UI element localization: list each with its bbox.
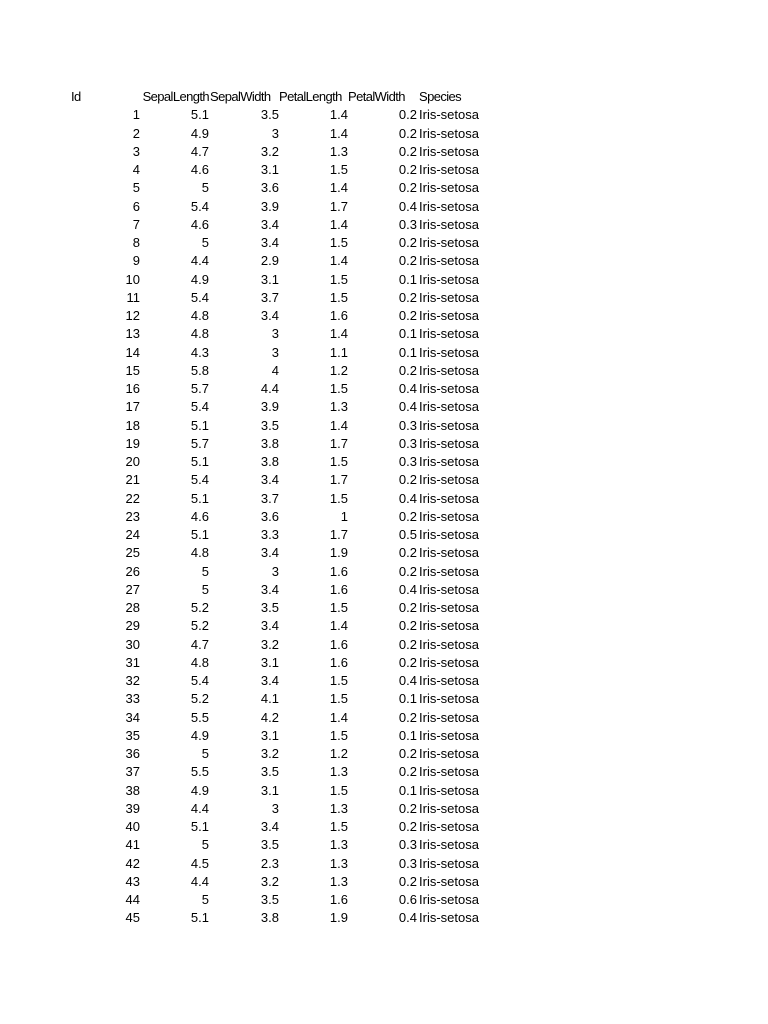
cell-sepal-width: 3.4: [260, 472, 279, 488]
cell-petal-length: 1.6: [329, 654, 348, 670]
cell-petal-length: 1.2: [329, 746, 348, 761]
cell-sepal-length: 4.8: [190, 545, 209, 561]
cell-sepal-length: 4.8: [190, 326, 209, 342]
cell-sepal-length: 5: [201, 837, 209, 853]
cell-id: 28: [125, 600, 140, 615]
cell-petal-length: 1.7: [329, 472, 348, 488]
cell-sepal-length: 4.7: [190, 143, 209, 159]
cell-sepal-length: 5.5: [190, 764, 209, 780]
cell-petal-length: 1.5: [329, 490, 348, 506]
cell-sepal-width: 3.2: [260, 636, 279, 652]
cell-petal-length: 1.3: [329, 399, 348, 415]
cell-sepal-width: 3: [271, 563, 279, 579]
cell-sepal-length: 5.7: [190, 435, 209, 451]
cell-petal-length: 1.7: [329, 435, 348, 451]
cell-species: Iris-setosa: [419, 837, 479, 853]
cell-species: Iris-setosa: [419, 892, 479, 907]
cell-petal-width: 0.4: [398, 673, 417, 688]
cell-sepal-width: 3.2: [260, 746, 279, 761]
cell-petal-width: 0.2: [398, 873, 417, 889]
cell-petal-width: 0.2: [398, 125, 417, 141]
cell-sepal-width: 3.5: [260, 892, 279, 907]
cell-petal-length: 1.7: [329, 527, 348, 542]
cell-species: Iris-setosa: [419, 800, 479, 816]
cell-petal-width: 0.2: [398, 235, 417, 250]
cell-petal-length: 1.3: [329, 873, 348, 889]
cell-sepal-length: 4.9: [190, 727, 209, 743]
cell-petal-length: 1.3: [329, 764, 348, 780]
cell-sepal-width: 3.8: [260, 910, 279, 926]
cell-sepal-width: 3.7: [260, 289, 279, 305]
cell-petal-width: 0.2: [398, 508, 417, 524]
cell-species: Iris-setosa: [419, 399, 479, 415]
cell-species: Iris-setosa: [419, 545, 479, 561]
cell-id: 23: [125, 508, 140, 524]
cell-petal-width: 0.2: [398, 819, 417, 834]
cell-petal-width: 0.6: [398, 892, 417, 907]
cell-sepal-width: 3.5: [260, 764, 279, 780]
cell-petal-length: 1.7: [329, 198, 348, 214]
cell-petal-length: 1.4: [329, 216, 348, 232]
cell-petal-length: 1.5: [329, 691, 348, 707]
cell-petal-length: 1.5: [329, 600, 348, 615]
cell-sepal-length: 5.4: [190, 399, 209, 415]
cell-petal-length: 1.1: [329, 344, 348, 360]
cell-sepal-length: 5.8: [190, 362, 209, 378]
cell-species: Iris-setosa: [419, 235, 479, 250]
cell-sepal-width: 4.2: [260, 709, 279, 725]
cell-species: Iris-setosa: [419, 454, 479, 469]
cell-petal-width: 0.1: [398, 782, 417, 798]
cell-sepal-width: 3.6: [260, 508, 279, 524]
header-id: Id: [71, 89, 81, 104]
cell-sepal-length: 4.7: [190, 636, 209, 652]
cell-sepal-width: 2.9: [260, 253, 279, 269]
cell-petal-width: 0.1: [398, 344, 417, 360]
cell-id: 39: [125, 800, 140, 816]
cell-id: 22: [125, 490, 140, 506]
cell-petal-width: 0.1: [398, 326, 417, 342]
cell-species: Iris-setosa: [419, 490, 479, 506]
cell-id: 20: [125, 454, 140, 469]
cell-petal-width: 0.2: [398, 709, 417, 725]
cell-petal-length: 1.5: [329, 381, 348, 396]
cell-sepal-length: 4.8: [190, 654, 209, 670]
cell-id: 38: [125, 782, 140, 798]
cell-petal-width: 0.4: [398, 581, 417, 597]
cell-petal-width: 0.1: [398, 727, 417, 743]
cell-species: Iris-setosa: [419, 764, 479, 780]
cell-sepal-width: 3.1: [260, 727, 279, 743]
cell-species: Iris-setosa: [419, 216, 479, 232]
cell-sepal-length: 5.2: [190, 600, 209, 615]
cell-sepal-width: 3.7: [260, 490, 279, 506]
cell-petal-length: 1.5: [329, 271, 348, 287]
cell-species: Iris-setosa: [419, 107, 479, 123]
cell-petal-length: 1.3: [329, 800, 348, 816]
cell-petal-width: 0.4: [398, 490, 417, 506]
header-sepal-length: SepalLength: [142, 89, 209, 104]
cell-sepal-width: 3.5: [260, 417, 279, 433]
cell-sepal-length: 4.6: [190, 508, 209, 524]
cell-petal-length: 1.4: [329, 107, 348, 123]
cell-petal-length: 1.4: [329, 125, 348, 141]
cell-sepal-length: 5.1: [190, 490, 209, 506]
cell-petal-length: 1.5: [329, 454, 348, 469]
cell-species: Iris-setosa: [419, 508, 479, 524]
cell-id: 5: [132, 180, 140, 196]
cell-sepal-width: 4.1: [260, 691, 279, 707]
cell-id: 33: [125, 691, 140, 707]
cell-petal-length: 1.5: [329, 727, 348, 743]
cell-sepal-width: 3.5: [260, 107, 279, 123]
cell-species: Iris-setosa: [419, 180, 479, 196]
cell-sepal-length: 5.2: [190, 691, 209, 707]
cell-petal-length: 1.3: [329, 143, 348, 159]
cell-id: 19: [125, 435, 140, 451]
cell-petal-length: 1.6: [329, 636, 348, 652]
cell-sepal-length: 5.1: [190, 910, 209, 926]
cell-species: Iris-setosa: [419, 472, 479, 488]
cell-sepal-width: 3.9: [260, 399, 279, 415]
cell-petal-width: 0.2: [398, 162, 417, 177]
cell-sepal-length: 5.4: [190, 673, 209, 688]
cell-species: Iris-setosa: [419, 198, 479, 214]
cell-id: 16: [125, 381, 140, 396]
cell-petal-length: 1.4: [329, 618, 348, 634]
cell-sepal-length: 4.6: [190, 216, 209, 232]
cell-petal-length: 1.4: [329, 709, 348, 725]
cell-sepal-width: 3.8: [260, 435, 279, 451]
cell-id: 21: [125, 472, 140, 488]
cell-sepal-width: 3: [271, 344, 279, 360]
cell-id: 34: [125, 709, 140, 725]
cell-sepal-length: 5.1: [190, 819, 209, 834]
cell-petal-width: 0.2: [398, 618, 417, 634]
cell-species: Iris-setosa: [419, 654, 479, 670]
cell-sepal-length: 5.5: [190, 709, 209, 725]
cell-petal-length: 1.5: [329, 289, 348, 305]
cell-sepal-width: 3.1: [260, 782, 279, 798]
cell-sepal-width: 3.5: [260, 837, 279, 853]
cell-species: Iris-setosa: [419, 381, 479, 396]
cell-petal-length: 1.5: [329, 235, 348, 250]
cell-species: Iris-setosa: [419, 271, 479, 287]
cell-petal-length: 1.2: [329, 362, 348, 378]
cell-petal-length: 1: [340, 508, 348, 524]
cell-sepal-width: 3.4: [260, 819, 279, 834]
cell-sepal-length: 5.1: [190, 417, 209, 433]
cell-sepal-length: 4.9: [190, 271, 209, 287]
cell-sepal-width: 3: [271, 326, 279, 342]
cell-sepal-length: 4.8: [190, 308, 209, 323]
cell-sepal-width: 2.3: [260, 855, 279, 871]
cell-petal-width: 0.2: [398, 180, 417, 196]
cell-species: Iris-setosa: [419, 618, 479, 634]
cell-petal-width: 0.1: [398, 271, 417, 287]
cell-petal-width: 0.2: [398, 143, 417, 159]
cell-sepal-width: 3.4: [260, 235, 279, 250]
cell-sepal-length: 5: [201, 892, 209, 907]
cell-petal-length: 1.5: [329, 673, 348, 688]
header-petal-width: PetalWidth: [348, 89, 405, 104]
cell-sepal-length: 4.3: [190, 344, 209, 360]
cell-id: 11: [126, 289, 140, 305]
cell-petal-width: 0.4: [398, 381, 417, 396]
cell-sepal-length: 4.5: [190, 855, 209, 871]
cell-petal-length: 1.4: [329, 417, 348, 433]
cell-petal-width: 0.2: [398, 746, 417, 761]
cell-sepal-width: 3.1: [260, 162, 279, 177]
cell-petal-length: 1.5: [329, 782, 348, 798]
cell-species: Iris-setosa: [419, 289, 479, 305]
cell-sepal-length: 5: [201, 581, 209, 597]
cell-petal-length: 1.5: [329, 819, 348, 834]
cell-sepal-length: 4.9: [190, 125, 209, 141]
cell-petal-length: 1.3: [329, 855, 348, 871]
cell-petal-width: 0.3: [398, 837, 417, 853]
cell-id: 17: [125, 399, 140, 415]
cell-species: Iris-setosa: [419, 855, 479, 871]
cell-id: 43: [125, 873, 140, 889]
cell-petal-length: 1.4: [329, 326, 348, 342]
cell-species: Iris-setosa: [419, 143, 479, 159]
cell-petal-width: 0.3: [398, 855, 417, 871]
cell-id: 41: [125, 837, 140, 853]
cell-id: 24: [125, 527, 140, 542]
cell-id: 44: [125, 892, 140, 907]
cell-id: 27: [125, 581, 140, 597]
cell-id: 9: [132, 253, 140, 269]
cell-species: Iris-setosa: [419, 600, 479, 615]
cell-sepal-length: 5: [201, 180, 209, 196]
cell-sepal-width: 3.3: [260, 527, 279, 542]
cell-sepal-width: 3.9: [260, 198, 279, 214]
cell-sepal-length: 5.1: [190, 454, 209, 469]
cell-species: Iris-setosa: [419, 362, 479, 378]
cell-petal-length: 1.4: [329, 253, 348, 269]
cell-id: 15: [125, 362, 140, 378]
cell-sepal-length: 4.6: [190, 162, 209, 177]
cell-sepal-width: 3.6: [260, 180, 279, 196]
cell-species: Iris-setosa: [419, 308, 479, 323]
cell-sepal-width: 3.5: [260, 600, 279, 615]
cell-species: Iris-setosa: [419, 819, 479, 834]
cell-sepal-length: 5.7: [190, 381, 209, 396]
cell-species: Iris-setosa: [419, 162, 479, 177]
cell-id: 26: [125, 563, 140, 579]
cell-id: 40: [125, 819, 140, 834]
cell-sepal-length: 4.4: [190, 800, 209, 816]
cell-petal-width: 0.5: [398, 527, 417, 542]
cell-id: 32: [125, 673, 140, 688]
cell-species: Iris-setosa: [419, 746, 479, 761]
cell-species: Iris-setosa: [419, 253, 479, 269]
cell-petal-width: 0.4: [398, 910, 417, 926]
cell-species: Iris-setosa: [419, 709, 479, 725]
cell-petal-width: 0.2: [398, 545, 417, 561]
cell-sepal-length: 5: [201, 563, 209, 579]
cell-petal-length: 1.9: [329, 910, 348, 926]
cell-sepal-length: 4.9: [190, 782, 209, 798]
cell-species: Iris-setosa: [419, 527, 479, 542]
cell-petal-width: 0.2: [398, 764, 417, 780]
cell-sepal-length: 5.1: [190, 527, 209, 542]
cell-species: Iris-setosa: [419, 673, 479, 688]
cell-species: Iris-setosa: [419, 435, 479, 451]
cell-id: 2: [132, 125, 140, 141]
cell-sepal-width: 3: [271, 125, 279, 141]
cell-sepal-length: 5.4: [190, 472, 209, 488]
cell-species: Iris-setosa: [419, 125, 479, 141]
cell-sepal-width: 3.4: [260, 545, 279, 561]
cell-petal-width: 0.2: [398, 563, 417, 579]
cell-id: 42: [125, 855, 140, 871]
cell-petal-width: 0.2: [398, 654, 417, 670]
cell-petal-length: 1.6: [329, 563, 348, 579]
cell-petal-width: 0.3: [398, 216, 417, 232]
cell-petal-width: 0.4: [398, 198, 417, 214]
cell-sepal-width: 3.1: [260, 271, 279, 287]
cell-sepal-width: 3.2: [260, 143, 279, 159]
cell-sepal-length: 5.4: [190, 289, 209, 305]
cell-species: Iris-setosa: [419, 691, 479, 707]
cell-petal-length: 1.9: [329, 545, 348, 561]
cell-id: 45: [125, 910, 140, 926]
cell-sepal-length: 5.1: [190, 107, 209, 123]
cell-petal-length: 1.5: [329, 162, 348, 177]
cell-sepal-length: 4.4: [190, 253, 209, 269]
cell-id: 35: [125, 727, 140, 743]
cell-sepal-width: 3: [271, 800, 279, 816]
cell-species: Iris-setosa: [419, 727, 479, 743]
cell-sepal-length: 5.2: [190, 618, 209, 634]
cell-petal-length: 1.6: [329, 581, 348, 597]
cell-sepal-width: 3.4: [260, 216, 279, 232]
cell-petal-width: 0.2: [398, 289, 417, 305]
cell-species: Iris-setosa: [419, 782, 479, 798]
cell-petal-width: 0.2: [398, 472, 417, 488]
cell-id: 13: [125, 326, 140, 342]
cell-id: 7: [132, 216, 140, 232]
cell-species: Iris-setosa: [419, 873, 479, 889]
cell-id: 8: [132, 235, 140, 250]
cell-id: 37: [125, 764, 140, 780]
cell-sepal-length: 5.4: [190, 198, 209, 214]
cell-id: 18: [125, 417, 140, 433]
cell-species: Iris-setosa: [419, 636, 479, 652]
cell-petal-width: 0.2: [398, 253, 417, 269]
cell-species: Iris-setosa: [419, 417, 479, 433]
cell-petal-length: 1.6: [329, 892, 348, 907]
cell-species: Iris-setosa: [419, 563, 479, 579]
cell-petal-length: 1.6: [329, 308, 348, 323]
cell-species: Iris-setosa: [419, 581, 479, 597]
cell-petal-length: 1.3: [329, 837, 348, 853]
cell-species: Iris-setosa: [419, 910, 479, 926]
cell-sepal-width: 3.2: [260, 873, 279, 889]
cell-sepal-length: 5: [201, 746, 209, 761]
cell-sepal-width: 4.4: [260, 381, 279, 396]
header-species: Species: [419, 89, 462, 104]
cell-id: 4: [132, 162, 140, 177]
cell-petal-width: 0.2: [398, 600, 417, 615]
cell-id: 25: [125, 545, 140, 561]
cell-sepal-length: 5: [201, 235, 209, 250]
cell-sepal-width: 3.4: [260, 308, 279, 323]
cell-petal-width: 0.2: [398, 362, 417, 378]
cell-id: 14: [125, 344, 140, 360]
cell-sepal-width: 3.4: [260, 673, 279, 688]
cell-petal-width: 0.4: [398, 399, 417, 415]
cell-petal-width: 0.3: [398, 454, 417, 469]
cell-species: Iris-setosa: [419, 344, 479, 360]
cell-sepal-width: 3.4: [260, 618, 279, 634]
cell-petal-width: 0.3: [398, 417, 417, 433]
cell-sepal-length: 4.4: [190, 873, 209, 889]
cell-sepal-width: 3.4: [260, 581, 279, 597]
cell-id: 12: [125, 308, 140, 323]
cell-petal-width: 0.2: [398, 308, 417, 323]
cell-id: 6: [132, 198, 140, 214]
header-petal-length: PetalLength: [279, 89, 342, 104]
cell-sepal-width: 4: [271, 362, 279, 378]
cell-petal-length: 1.4: [329, 180, 348, 196]
cell-id: 36: [125, 746, 140, 761]
cell-petal-width: 0.3: [398, 435, 417, 451]
cell-id: 3: [132, 143, 140, 159]
header-sepal-width: SepalWidth: [210, 89, 271, 104]
cell-sepal-width: 3.1: [260, 654, 279, 670]
cell-id: 29: [125, 618, 140, 634]
cell-petal-width: 0.1: [398, 691, 417, 707]
cell-id: 31: [125, 654, 140, 670]
cell-id: 10: [125, 271, 140, 287]
cell-sepal-width: 3.8: [260, 454, 279, 469]
cell-petal-width: 0.2: [398, 800, 417, 816]
cell-id: 1: [132, 107, 140, 123]
cell-id: 30: [125, 636, 140, 652]
cell-petal-width: 0.2: [398, 107, 417, 123]
cell-petal-width: 0.2: [398, 636, 417, 652]
cell-species: Iris-setosa: [419, 326, 479, 342]
